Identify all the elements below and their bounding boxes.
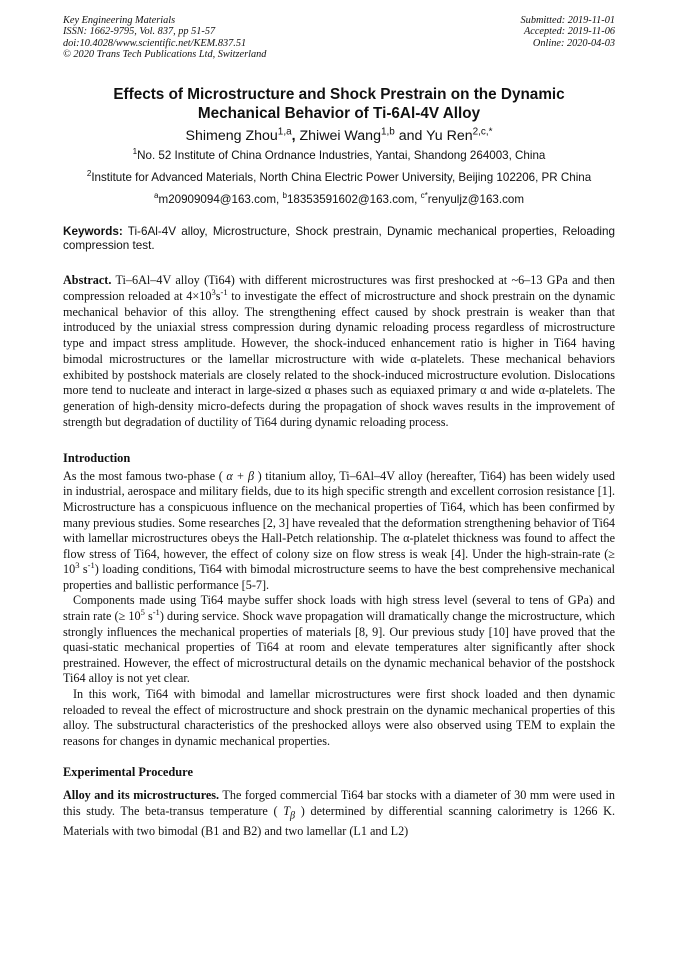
affiliation-text: Institute for Advanced Materials, North China Electric Power University, Beijing 102206, PR China bbox=[91, 170, 592, 184]
exponent: -1 bbox=[87, 560, 95, 571]
math-inline: α + β bbox=[226, 468, 255, 483]
abstract-text: to investigate the effect of microstructure and shock prestrain on the dynamic mechanical behavior of this alloy. The strengthening effect caused by shock prestrain is weaker than that introduced by the uniaxial stress compression during dynamic reloading process regardless of microstructure type and impact stress amplitude. However, the shock-induced enhancement ratio is higher in Ti64 having bimodal microstructures or the lamellar microstructure with wide α-platelets. These mechanical behaviors exhibited by postshock materials are closely related to the shock-induced microstructure evolution. Dislocations more tend to nucleate and interact in large-sized α phases such as equiaxed primary α and wide α-platelets. The generation of high-density micro-defects during the propagation of shock waves results in the improvement of strength but degradation of ductility of Ti64 during dynamic reloading process. bbox=[63, 288, 616, 429]
experimental-paragraph-1 bbox=[63, 788, 615, 839]
body-text: s bbox=[79, 562, 88, 577]
abstract-text: Ti–6Al–4V alloy (Ti64) with different microstructures was first preshocked at ~6–13 GPa and then compression reloaded at 4×10 bbox=[63, 273, 615, 303]
math-inline: T bbox=[283, 804, 290, 818]
body-text: ) during service. Shock wave propagation will dramatically change the microstructure, which strongly influences the mechanical properties of materials [8, 9]. Our previous study [10] have proved that the quasi-static mechanical properties of Ti64 at room and elevate temperatures alter significantly after shock prestrained. However, the effect of microstructural details on the dynamic mechanical behavior of the postshock Ti64 alloy is not yet clear. bbox=[63, 609, 615, 686]
email-link[interactable]: m20909094@163.com, bbox=[158, 192, 283, 206]
journal-copyright: © 2020 Trans Tech Publications Ltd, Switzerland bbox=[63, 49, 267, 61]
accepted-date: Accepted: 2019-11-06 bbox=[523, 26, 615, 38]
journal-issn: ISSN: 1662-9795, Vol. 837, pp 51-57 bbox=[63, 26, 216, 38]
body-text: Components made using Ti64 maybe suffer shock loads with high stress level (several to tens of GPa) and strain rate (≥ 10 bbox=[63, 593, 615, 624]
affiliation bbox=[63, 146, 615, 163]
section-heading-experimental: Experimental Procedure bbox=[63, 765, 193, 780]
math-subscript: β bbox=[290, 810, 296, 822]
email-mark: b bbox=[282, 190, 287, 200]
intro-paragraph-1 bbox=[63, 469, 615, 594]
body-text: ) determined by differential scanning calorimetry is 1266 K. Materials with two bimodal (B1 and B2) and two lamellar (L1 and L2) bbox=[63, 804, 616, 839]
affiliation bbox=[63, 168, 615, 185]
author-name: Yu Ren bbox=[426, 127, 473, 144]
submitted-date: Submitted: 2019-11-01 bbox=[520, 15, 615, 26]
body-text: As the most famous two-phase ( bbox=[63, 468, 227, 483]
body-text: ) titanium alloy, Ti–6Al–4V alloy (hereafter, Ti64) has been widely used in industrial, aerospace and military fields, due to its high specific strength and excellent corrosion resistance [1]. Microstructure has a conspicuous influence on the mechanical properties of Ti64, which has been confirmed by many previous studies. Some researches [2, 3] have revealed that the deformation strengthening behavior of Ti64 with lamellar microstructures obeys the Hall-Petch relationship. The α-platelet thickness was found to affect the flow stress of Ti64, however, the effect of colony size on flow stress is weak [4]. Under the high-strain-rate (≥ 10 bbox=[63, 468, 616, 577]
title-line-1: Effects of Microstructure and Shock Prestrain on the Dynamic bbox=[113, 85, 565, 103]
journal-doi: doi:10.4028/www.scientific.net/KEM.837.51 bbox=[63, 37, 247, 49]
keywords-text: Ti-6Al-4V alloy, Microstructure, Shock prestrain, Dynamic mechanical properties, Reloading compression test. bbox=[63, 224, 615, 252]
exponent: 3 bbox=[75, 560, 80, 571]
author-affil-mark: 1,b bbox=[380, 125, 395, 137]
author-separator: and bbox=[394, 127, 427, 144]
exponent: -1 bbox=[220, 286, 228, 297]
keywords-label: Keywords: bbox=[63, 224, 123, 238]
email-link[interactable]: renyuljz@163.com bbox=[427, 192, 524, 206]
email-mark: a bbox=[154, 190, 159, 200]
title-line-2: Mechanical Behavior of Ti-6Al-4V Alloy bbox=[197, 104, 481, 122]
body-text: The forged commercial Ti64 bar stocks with a diameter of 30 mm were used in this study. The beta-transus temperature ( bbox=[63, 788, 616, 818]
exponent: -1 bbox=[152, 607, 160, 617]
keywords bbox=[63, 225, 615, 254]
author-emails bbox=[63, 190, 615, 206]
abstract-label: Abstract. bbox=[63, 273, 112, 288]
author-name: Shimeng Zhou bbox=[185, 127, 278, 144]
body-text: ) loading conditions, Ti64 with bimodal microstructure seems to have the best comprehensive mechanical properties and ballistic performance [5-7]. bbox=[63, 562, 615, 592]
online-date: Online: 2020-04-03 bbox=[532, 37, 615, 49]
author-separator: , bbox=[291, 127, 300, 144]
journal-header bbox=[63, 15, 615, 61]
affiliation-text: No. 52 Institute of China Ordnance Industries, Yantai, Shandong 264003, China bbox=[137, 148, 546, 162]
affiliation-mark: 2 bbox=[86, 168, 92, 178]
author-list bbox=[63, 125, 615, 144]
paper-title bbox=[83, 85, 595, 123]
exponent: 5 bbox=[140, 607, 145, 617]
email-mark: c* bbox=[420, 190, 428, 200]
intro-paragraph-2 bbox=[63, 593, 615, 687]
intro-paragraph-3: In this work, Ti64 with bimodal and lamellar microstructures were first shock loaded and then dynamic reloaded to reveal the effect of microstructure and shock prestrain on the dynamic mechanical properties of this alloy. The substructural characteristics of the preshocked alloys were also observed using TEM to explain the reasons for changes in dynamic mechanical properties. bbox=[63, 687, 615, 748]
author-affil-mark: 1,a bbox=[277, 125, 292, 137]
abstract bbox=[63, 273, 615, 431]
run-in-heading: Alloy and its microstructures. bbox=[63, 788, 220, 803]
abstract-text: s bbox=[215, 288, 221, 303]
section-heading-introduction: Introduction bbox=[63, 450, 131, 465]
affiliation-mark: 1 bbox=[132, 146, 138, 156]
exponent: 3 bbox=[211, 286, 216, 297]
author-name: Zhiwei Wang bbox=[299, 127, 381, 144]
author-affil-mark: 2,c,* bbox=[472, 125, 493, 137]
body-text: s bbox=[144, 609, 153, 624]
journal-info bbox=[63, 15, 266, 61]
submission-dates bbox=[521, 15, 615, 61]
email-link[interactable]: 18353591602@163.com, bbox=[286, 192, 421, 206]
journal-name: Key Engineering Materials bbox=[63, 15, 176, 26]
